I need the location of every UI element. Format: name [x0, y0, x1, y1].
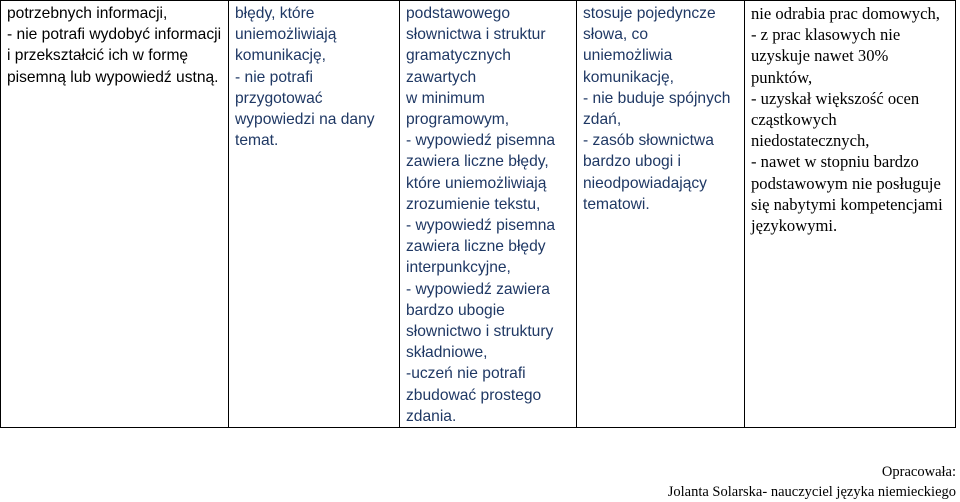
table-cell [400, 1, 577, 428]
footer-label: Opracowała: [881, 464, 956, 480]
cell-text: nie odrabia prac domowych, - z prac klasowych nie uzyskuje nawet 30% punktów, - uzyskał większość ocen cząstkowych niedostatecznych, - nawet w stopniu bardzo podstawowym nie posługuje się nabytymi kompetencjami językowymi. [751, 4, 943, 236]
footer-author: Jolanta Solarska- nauczyciel języka niemieckiego [667, 484, 956, 500]
cell-text: podstawowego słownictwa i struktur gramatycznych zawartych w minimum programowym, - wypowiedź pisemna zawiera liczne błędy, które uniemożliwiają zrozumienie tekstu, - wypowiedź pisemna zawiera liczne błędy interpunkcyjne, - wypowiedź zawiera bardzo ubogie słownictwo i struktury składniowe, -uczeń nie potrafi zbudować prostego zdania. [406, 5, 556, 425]
table-cell [745, 1, 956, 428]
table-row [1, 1, 956, 428]
table-cell [1, 1, 229, 428]
table-cell [577, 1, 745, 428]
table-cell [229, 1, 400, 428]
cell-text: stosuje pojedyncze słowa, co uniemożliwia komunikację, - nie buduje spójnych zdań, - zasób słownictwa bardzo ubogi i nieodpowiadający tematowi. [583, 5, 731, 213]
cell-text: błędy, które uniemożliwiają komunikację, - nie potrafi przygotować wypowiedzi na dany temat. [235, 5, 375, 150]
cell-text: potrzebnych informacji, - nie potrafi wydobyć informacji i przekształcić ich w formę pisemną lub wypowiedź ustną. [7, 5, 222, 86]
